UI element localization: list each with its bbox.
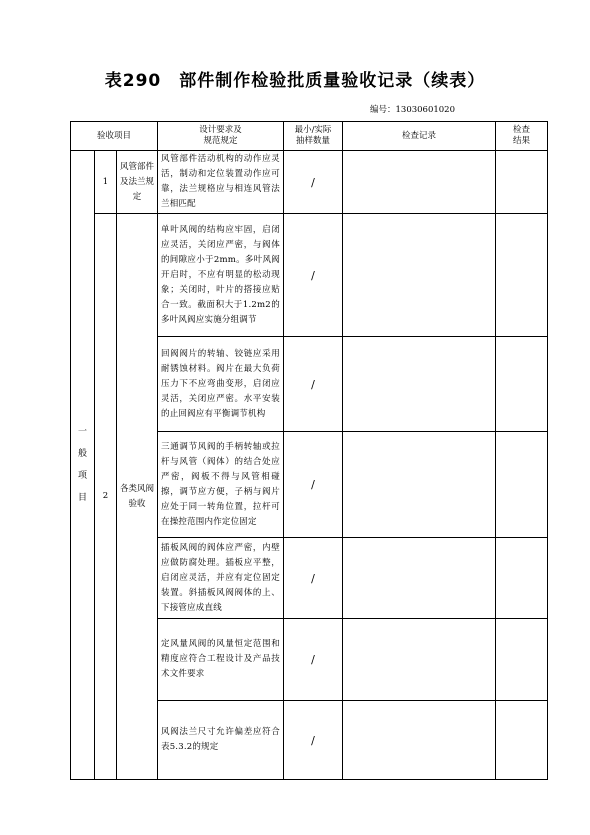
sample-qty: / [284,538,343,619]
check-result-cell[interactable] [496,538,548,619]
check-result-cell[interactable] [496,701,548,780]
check-result-cell[interactable] [496,337,548,432]
check-record-cell[interactable] [343,151,496,214]
check-record-cell[interactable] [343,337,496,432]
check-result-cell[interactable] [496,619,548,701]
check-record-cell[interactable] [343,432,496,538]
requirement-text: 风管部件活动机构的动作应灵活，制动和定位装置动作应可靠，法兰规格应与相连风管法兰相匹配 [158,151,284,214]
sample-qty: / [284,151,343,214]
sample-qty: / [284,619,343,701]
header-result-line2: 结果 [512,136,530,146]
requirement-text: 插板风阀的阀体应严密，内壁应做防腐处理。插板应平整，启闭应灵活，并应有定位固定装置。斜插板风阀阀体的上、下接管应成直线 [158,538,284,619]
requirement-text: 回阀阀片的转轴、铰链应采用耐锈蚀材料。阀片在最大负荷压力下不应弯曲变形，启闭应灵活，关闭应严密。水平安装的止回阀应有平衡调节机构 [158,337,284,432]
inspection-table [70,121,548,780]
table-row [71,151,548,214]
header-qty-line2: 抽样数量 [295,136,330,146]
header-design-line1: 设计要求及 [199,125,242,135]
check-result-cell[interactable] [496,151,548,214]
header-item: 验收项目 [71,122,158,151]
check-record-cell[interactable] [343,701,496,780]
code-label: 编号： [370,105,396,115]
item-name: 各类风阀 验收 [117,214,158,780]
header-qty-line1: 最小/实际 [294,125,332,135]
requirement-text: 三通调节风阀的手柄转轴或拉杆与风管（阀体）的结合处应严密，阀板不得与风管相碰擦，调节应方便，子柄与阀片应处于同一转角位置，拉杆可在操控范围内作定位固定 [158,432,284,538]
row-number: 1 [95,151,117,214]
item-name: 风管部件 及法兰规 定 [117,151,158,214]
check-record-cell[interactable] [343,214,496,337]
sample-qty: / [284,214,343,337]
check-record-cell[interactable] [343,619,496,701]
check-record-cell[interactable] [343,538,496,619]
row-number: 2 [95,214,117,780]
header-result [496,122,548,151]
requirement-text: 风阀法兰尺寸允许偏差应符合表5.3.2的规定 [158,701,284,780]
sample-qty: / [284,432,343,538]
header-result-line1: 检查 [512,125,530,135]
requirement-text: 单叶风阀的结构应牢固，启闭应灵活，关闭应严密，与阀体的间隙应小于2mm。多叶风阀开启时，不应有明显的松动现象；关闭时，叶片的搭接应贴合一致。截面积大于1.2m2的多叶风阀应实施分组调节 [158,214,284,337]
table-row [71,214,548,337]
requirement-text: 定风量风阀的风量恒定范围和精度应符合工程设计及产品技术文件要求 [158,619,284,701]
code-value: 13030601020 [395,105,456,115]
check-result-cell[interactable] [496,432,548,538]
group-label: 一 般 项 目 [71,151,95,780]
page-title: 表290 部件制作检验批质量验收记录（续表） [104,71,486,91]
sample-qty: / [284,337,343,432]
header-row [71,122,548,151]
header-design [158,122,284,151]
header-record: 检查记录 [343,122,496,151]
header-design-line2: 规范规定 [203,136,238,146]
check-result-cell[interactable] [496,214,548,337]
sample-qty: / [284,701,343,780]
record-code [370,103,455,115]
header-qty [284,122,343,151]
